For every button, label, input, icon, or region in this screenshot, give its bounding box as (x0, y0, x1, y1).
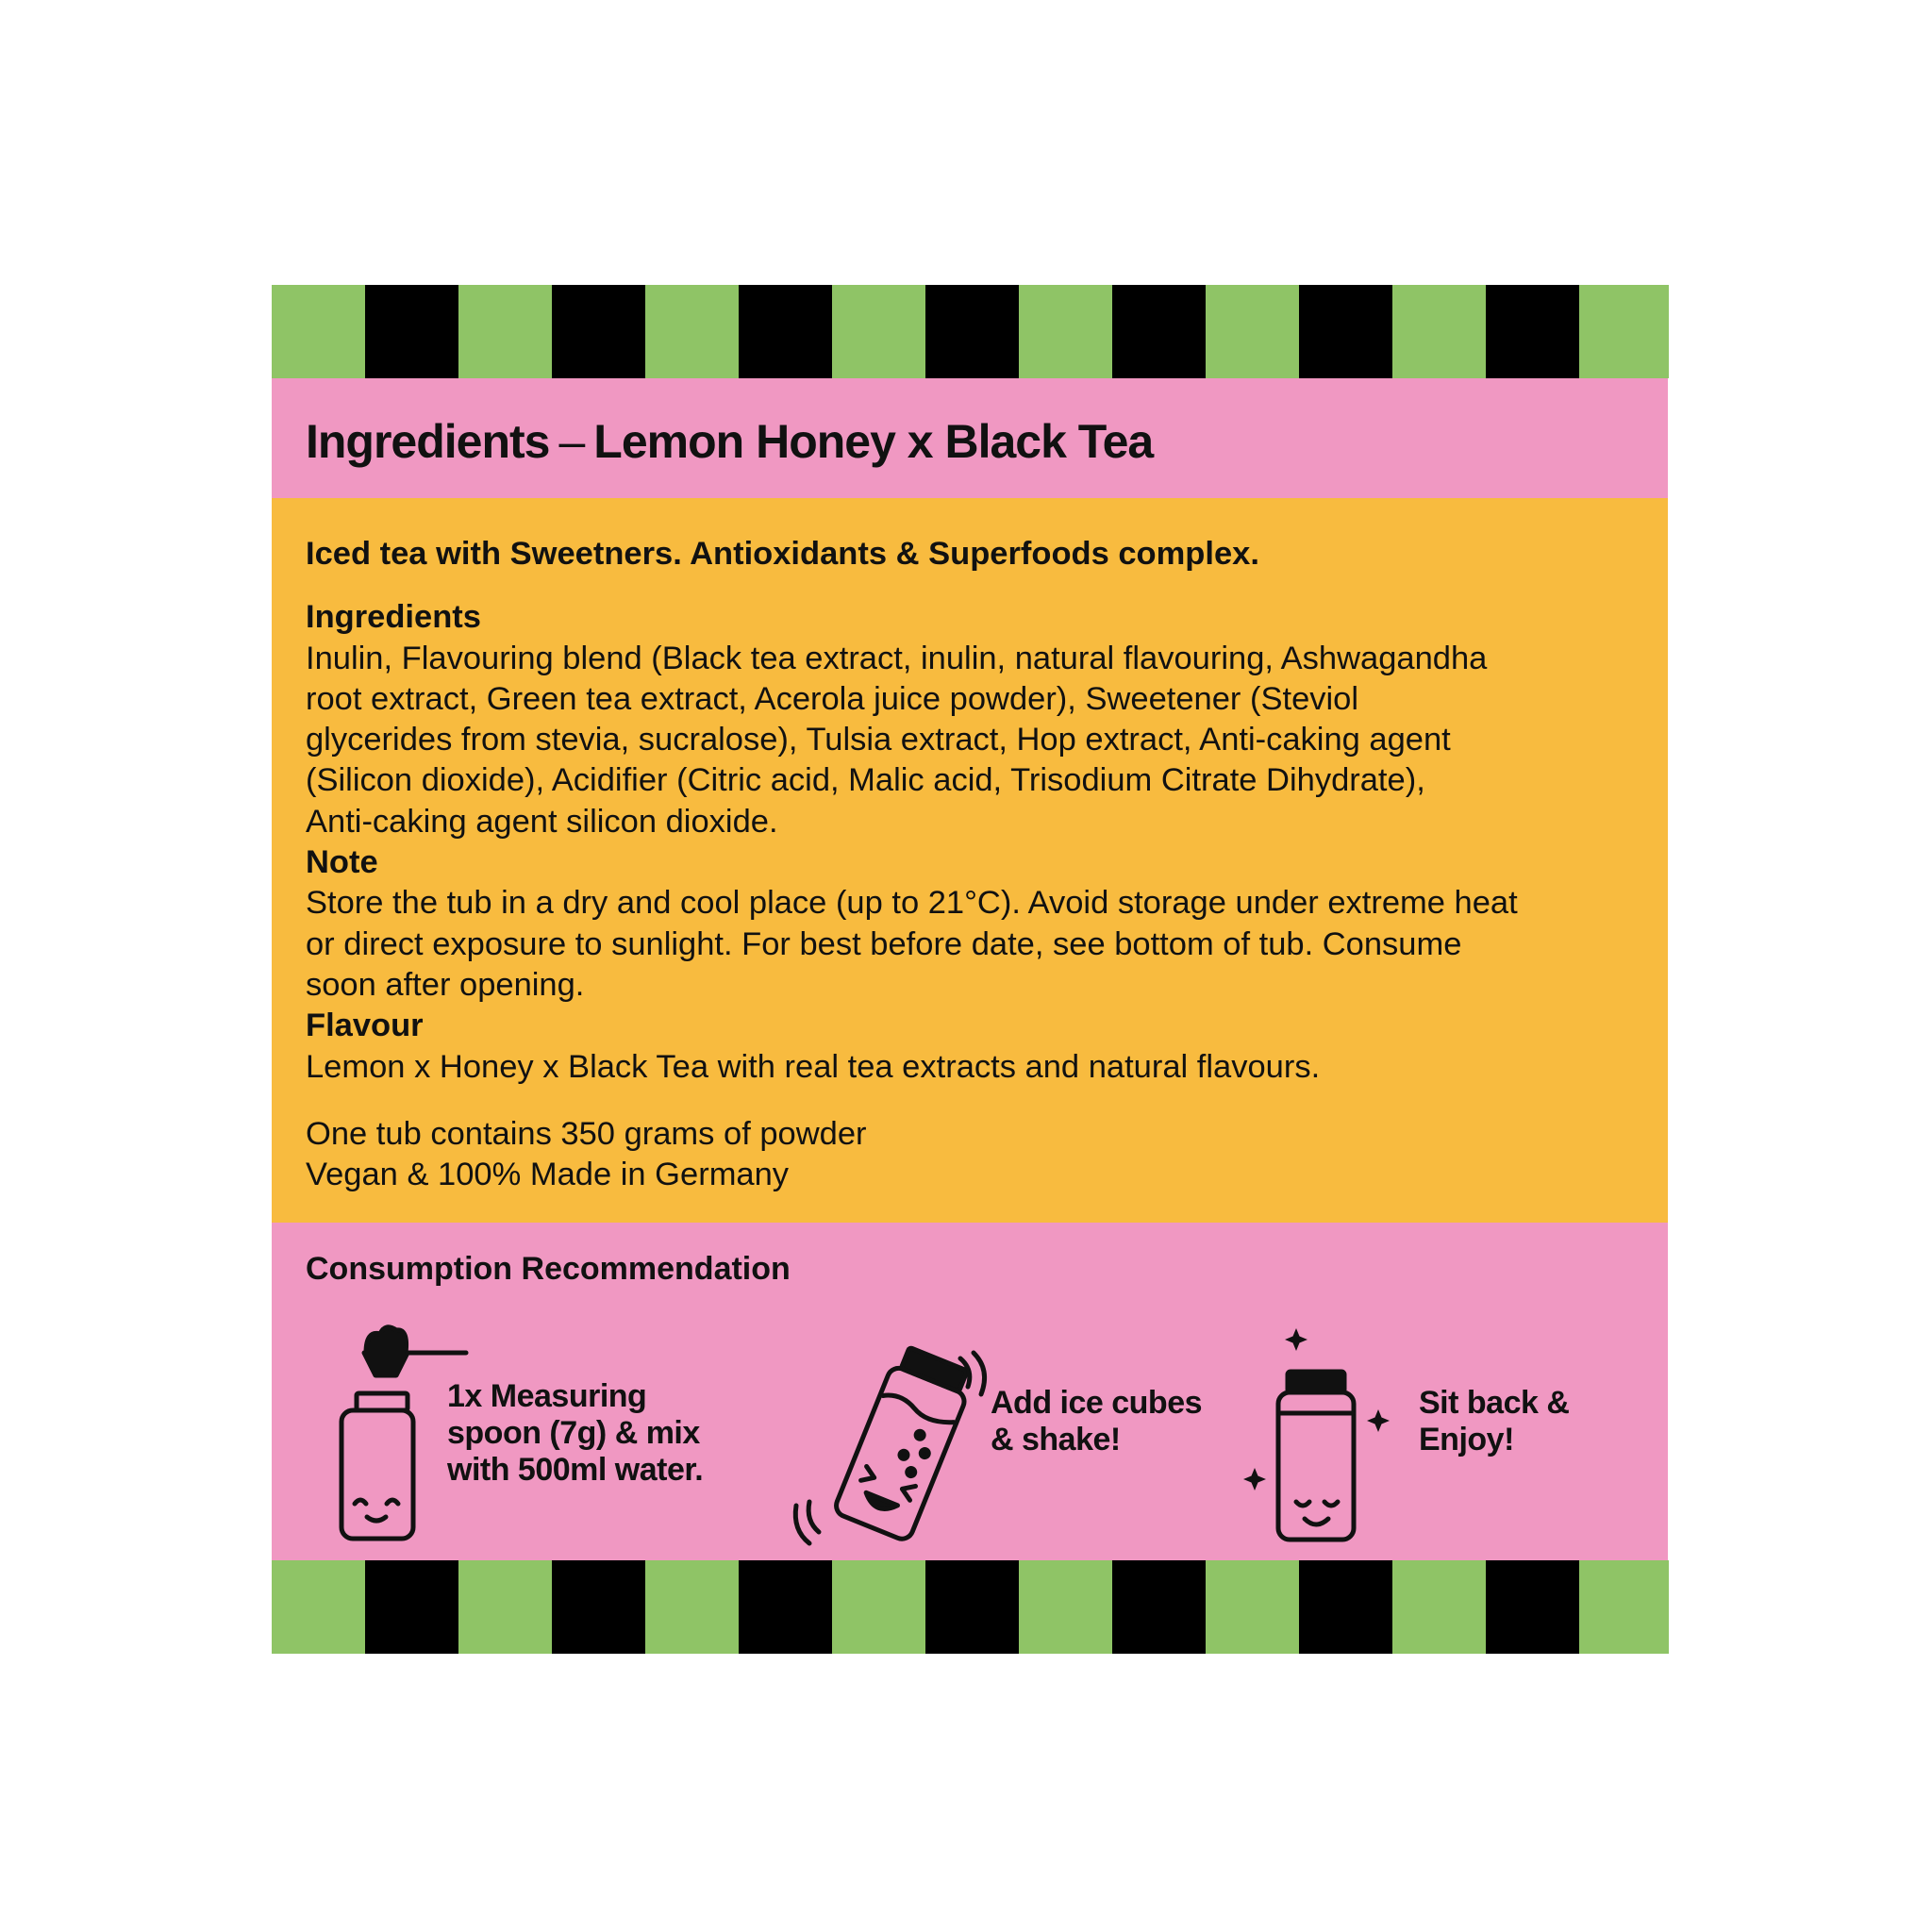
stripe-square-black (925, 1560, 1019, 1654)
flavour-heading: Flavour (306, 1008, 424, 1044)
stripe-square-black (552, 285, 645, 378)
step-1-line: with 500ml water. (447, 1452, 704, 1488)
stripe-square-green (458, 285, 552, 378)
step-3-text (1419, 1385, 1569, 1458)
step-2-line: Add ice cubes (991, 1385, 1203, 1421)
note-line: Store the tub in a dry and cool place (up to 21°C). Avoid storage under extreme heat (306, 885, 1518, 922)
step-2-line: & shake! (991, 1422, 1121, 1457)
flavour-text: Lemon x Honey x Black Tea with real tea extracts and natural flavours. (306, 1048, 1321, 1085)
happy-bottle-sparkles-icon (1243, 1328, 1394, 1545)
stripe-square-green (1579, 285, 1669, 378)
nutrition-card (272, 285, 1668, 1653)
stripe-square-black (925, 285, 1019, 378)
checker-stripe-top (272, 285, 1668, 378)
ingredients-line: (Silicon dioxide), Acidifier (Citric acid, Malic acid, Trisodium Citrate Dihydrate), (306, 762, 1425, 799)
note-line: or direct exposure to sunlight. For best before date, see bottom of tub. Consume (306, 925, 1462, 962)
contents-line: One tub contains 350 grams of powder (306, 1115, 867, 1152)
origin-line: Vegan & 100% Made in Germany (306, 1157, 790, 1193)
stripe-square-black (739, 1560, 832, 1654)
ingredients-heading: Ingredients (306, 599, 481, 636)
stripe-square-green (1392, 285, 1486, 378)
title-band (272, 378, 1668, 498)
stripe-square-green (1206, 1560, 1299, 1654)
stripe-square-black (1112, 1560, 1206, 1654)
product-description: Iced tea with Sweetners. Antioxidants & Superfoods complex. (306, 536, 1259, 572)
stripe-square-green (272, 1560, 365, 1654)
shaking-bottle-icon (781, 1345, 998, 1562)
ingredients-line: Anti-caking agent silicon dioxide. (306, 803, 778, 840)
note-line: soon after opening. (306, 966, 585, 1003)
title-left: Ingredients (306, 415, 550, 468)
stripe-square-green (1579, 1560, 1669, 1654)
page-title (306, 414, 1153, 469)
title-right: Lemon Honey x Black Tea (593, 415, 1154, 468)
stripe-square-green (272, 285, 365, 378)
info-text (306, 534, 1645, 1195)
stripe-square-black (1299, 285, 1392, 378)
ingredients-line: glycerides from stevia, sucralose), Tulsia extract, Hop extract, Anti-caking agent (306, 722, 1451, 758)
stripe-square-green (645, 1560, 739, 1654)
checker-stripe-bottom (272, 1560, 1668, 1654)
consumption-band (272, 1223, 1668, 1560)
ingredients-line: root extract, Green tea extract, Acerola juice powder), Sweetener (Steviol (306, 680, 1359, 717)
note-heading: Note (306, 844, 378, 881)
stripe-square-green (832, 285, 925, 378)
stripe-square-green (458, 1560, 552, 1654)
consumption-heading: Consumption Recommendation (306, 1251, 791, 1287)
step-1-line: 1x Measuring (447, 1378, 647, 1414)
title-separator: – (558, 415, 585, 468)
stripe-square-black (1299, 1560, 1392, 1654)
stripe-square-green (832, 1560, 925, 1654)
stripe-square-black (365, 1560, 458, 1654)
stripe-square-green (1019, 1560, 1112, 1654)
step-2-text (991, 1385, 1202, 1458)
stripe-square-green (1206, 285, 1299, 378)
stripe-square-black (1486, 285, 1579, 378)
stripe-square-green (645, 285, 739, 378)
stripe-square-black (365, 285, 458, 378)
step-1-text (447, 1378, 703, 1489)
ingredients-line: Inulin, Flavouring blend (Black tea extract, inulin, natural flavouring, Ashwagandha (306, 640, 1488, 676)
stripe-square-black (1112, 285, 1206, 378)
stripe-square-black (1486, 1560, 1579, 1654)
stripe-square-black (739, 285, 832, 378)
step-3-line: Enjoy! (1419, 1422, 1514, 1457)
stripe-square-green (1392, 1560, 1486, 1654)
step-3-line: Sit back & (1419, 1385, 1570, 1421)
stripe-square-black (552, 1560, 645, 1654)
step-1-line: spoon (7g) & mix (447, 1415, 700, 1451)
stripe-square-green (1019, 285, 1112, 378)
info-band (272, 498, 1668, 1223)
